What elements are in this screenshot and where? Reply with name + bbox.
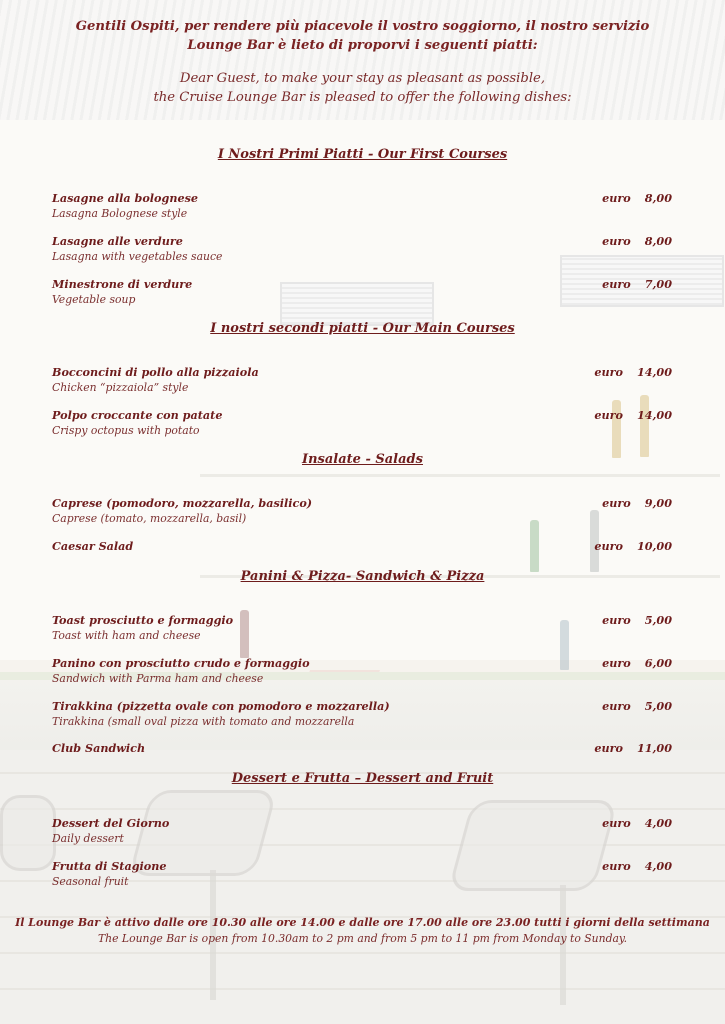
item-name: Tirakkina (pizzetta ovale con pomodoro e mozzarella) (52, 699, 390, 713)
item-price (602, 699, 672, 714)
item-description: Crispy octopus with potato (52, 424, 200, 437)
item-price (602, 277, 672, 292)
menu-item (52, 656, 672, 686)
item-name: Polpo croccante con patate (52, 408, 223, 422)
currency-label: euro (602, 613, 631, 627)
item-name: Bocconcini di pollo alla pizzaiola (52, 365, 259, 379)
item-description: Lasagna with vegetables sauce (52, 250, 223, 263)
price-value: 11,00 (636, 741, 672, 755)
item-price (602, 656, 672, 671)
currency-label: euro (602, 277, 631, 291)
item-name: Frutta di Stagione (52, 859, 167, 873)
currency-label: euro (602, 859, 631, 873)
item-price (602, 496, 672, 511)
item-name: Caprese (pomodoro, mozzarella, basilico) (52, 496, 313, 510)
currency-label: euro (602, 496, 631, 510)
item-price (594, 741, 672, 756)
opening-hours-italian: Il Lounge Bar è attivo dalle ore 10.30 alle ore 14.00 e dalle ore 17.00 alle ore 23.00 tutti i giorni della settimana (15, 916, 710, 929)
item-description: Toast with ham and cheese (52, 629, 201, 642)
currency-label: euro (594, 365, 623, 379)
price-value: 7,00 (644, 277, 672, 291)
item-name: Club Sandwich (52, 741, 146, 755)
section-title-main-courses: I nostri secondi piatti - Our Main Courses (210, 321, 515, 336)
item-description: Caprese (tomato, mozzarella, basil) (52, 512, 247, 525)
currency-label: euro (602, 699, 631, 713)
item-name: Panino con prosciutto crudo e formaggio (52, 656, 310, 670)
menu-item (52, 277, 672, 307)
price-value: 4,00 (644, 859, 672, 873)
item-price (602, 859, 672, 874)
section-title-first-courses: I Nostri Primi Piatti - Our First Courses (217, 147, 508, 162)
item-description: Vegetable soup (52, 293, 136, 306)
item-description: Daily dessert (52, 832, 124, 845)
intro-english-line: Dear Guest, to make your stay as pleasant as possible, (179, 71, 546, 86)
item-name: Dessert del Giorno (52, 816, 170, 830)
price-value: 6,00 (644, 656, 672, 670)
item-description: Tirakkina (small oval pizza with tomato and mozzarella (52, 715, 355, 728)
price-value: 8,00 (644, 234, 672, 248)
item-description: Lasagna Bolognese style (52, 207, 188, 220)
currency-label: euro (602, 191, 631, 205)
intro-italian (0, 17, 725, 55)
intro-english (0, 69, 725, 107)
price-value: 5,00 (644, 613, 672, 627)
currency-label: euro (602, 816, 631, 830)
intro-italian-line: Lounge Bar è lieto di proporvi i seguenti piatti: (187, 38, 538, 53)
item-description: Sandwich with Parma ham and cheese (52, 672, 264, 685)
menu-item (52, 365, 672, 395)
menu-item (52, 859, 672, 889)
item-price (594, 408, 672, 423)
section-title-salads: Insalate - Salads (302, 452, 423, 467)
item-name: Caesar Salad (52, 539, 134, 553)
currency-label: euro (602, 656, 631, 670)
menu-item (52, 613, 672, 643)
price-value: 14,00 (636, 365, 672, 379)
item-name: Toast prosciutto e formaggio (52, 613, 234, 627)
item-description: Seasonal fruit (52, 875, 129, 888)
intro-italian-line: Gentili Ospiti, per rendere più piacevole il vostro soggiorno, il nostro servizio (75, 19, 650, 34)
menu-item (52, 539, 672, 554)
currency-label: euro (602, 234, 631, 248)
price-value: 10,00 (636, 539, 672, 553)
price-value: 8,00 (644, 191, 672, 205)
item-name: Lasagne alle verdure (52, 234, 183, 248)
price-value: 9,00 (644, 496, 672, 510)
menu-item (52, 741, 672, 756)
item-description: Chicken “pizzaiola” style (52, 381, 189, 394)
item-price (602, 816, 672, 831)
section-title-dessert-fruit: Dessert e Frutta – Dessert and Fruit (231, 771, 494, 786)
item-name: Lasagne alla bolognese (52, 191, 199, 205)
currency-label: euro (594, 408, 623, 422)
item-price (602, 191, 672, 206)
intro-english-line: the Cruise Lounge Bar is pleased to offer the following dishes: (153, 90, 572, 105)
menu-item (52, 191, 672, 221)
price-value: 14,00 (636, 408, 672, 422)
item-price (594, 539, 672, 554)
currency-label: euro (594, 741, 623, 755)
menu-item (52, 408, 672, 438)
menu-item (52, 699, 672, 729)
price-value: 4,00 (644, 816, 672, 830)
menu-item (52, 496, 672, 526)
opening-hours-english: The Lounge Bar is open from 10.30am to 2 pm and from 5 pm to 11 pm from Monday to Sunday. (97, 932, 628, 945)
item-name: Minestrone di verdure (52, 277, 193, 291)
item-price (602, 613, 672, 628)
item-price (602, 234, 672, 249)
currency-label: euro (594, 539, 623, 553)
menu-item (52, 234, 672, 264)
item-price (594, 365, 672, 380)
menu-item (52, 816, 672, 846)
section-title-sandwich-pizza: Panini & Pizza- Sandwich & Pizza (240, 569, 485, 584)
price-value: 5,00 (644, 699, 672, 713)
